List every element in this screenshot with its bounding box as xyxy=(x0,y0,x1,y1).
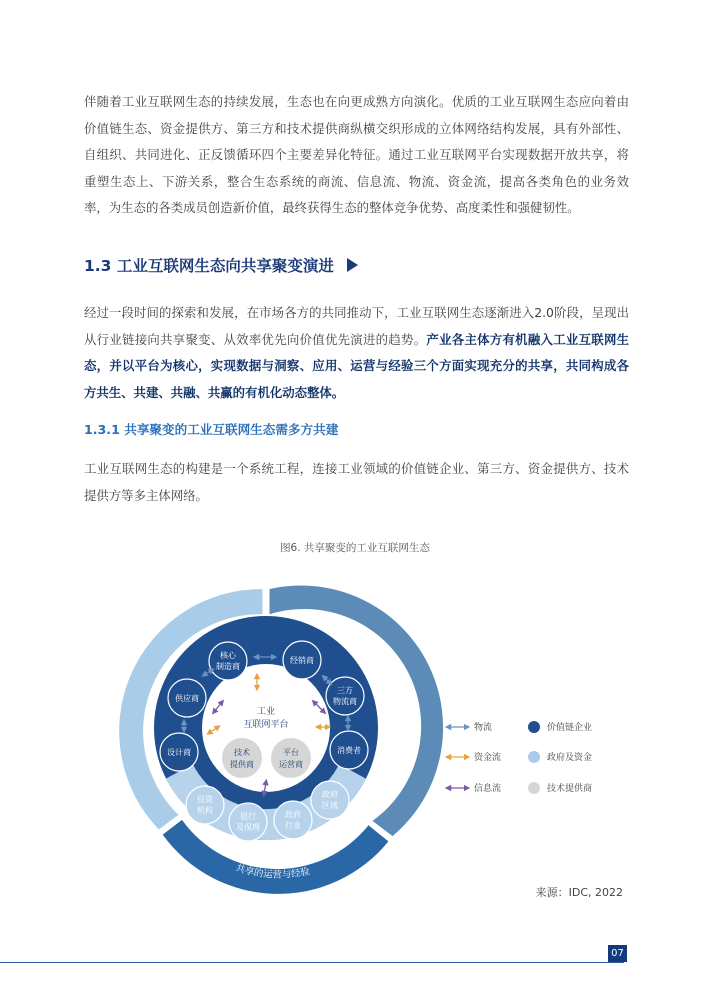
svg-text:提供商: 提供商 xyxy=(230,760,254,769)
svg-text:行业: 行业 xyxy=(285,821,301,830)
svg-text:物流商: 物流商 xyxy=(333,697,357,706)
svg-text:区域: 区域 xyxy=(322,801,338,810)
legend-value-chain-label: 价值链企业 xyxy=(547,723,593,733)
legend-tech-label: 技术提供商 xyxy=(547,784,593,794)
tech-provider-node xyxy=(222,738,262,778)
svg-text:机构: 机构 xyxy=(197,806,213,815)
svg-text:技术: 技术 xyxy=(234,748,250,757)
svg-text:平台: 平台 xyxy=(283,748,299,757)
construction-paragraph: 工业互联网生态的构建是一个系统工程，连接工业领域的价值链企业、第三方、资金提供方、技术提供方等多主体网络。 xyxy=(84,461,629,503)
value-chain-node-logistics xyxy=(326,677,364,715)
value-chain-node-supplier xyxy=(168,679,206,717)
intro-paragraph: 伴随着工业互联网生态的持续发展，生态也在向更成熟方向演化。优质的工业互联网生态应向着由价值链生态、资金提供方、第三方和技术提供商纵横交织形成的立体网络结构发展，具有外部性、自组织、共同进化、正反馈循环四个主要差异化特征。通过工业互联网平台实现数据开放共享，将重塑生态上、下游关系，整合生态系统的商流、信息流、物流、资金流，提高各类角色的业务效率，为生态的各类成员创造新价值，最终获得生态的整体竞争优势、高度柔性和强健韧性。 xyxy=(84,94,629,215)
svg-text:投资: 投资 xyxy=(197,795,213,804)
value-chain-node-core-manufacturer xyxy=(209,642,247,680)
outer-label-bottom: 共享的运营与经验 xyxy=(234,862,311,881)
finance-node-investment xyxy=(186,786,224,824)
platform-label-line2: 互联网平台 xyxy=(243,720,289,730)
legend-tech-dot-icon xyxy=(528,782,540,794)
svg-text:及保理: 及保理 xyxy=(236,823,260,832)
source-note: 来源：IDC, 2022 xyxy=(535,886,623,899)
finance-node-bank xyxy=(229,803,267,841)
legend-capital-label: 资金流 xyxy=(474,753,502,763)
finance-node-government-region xyxy=(311,781,349,819)
svg-text:政府: 政府 xyxy=(322,790,338,799)
finance-node-government-industry xyxy=(274,801,312,839)
svg-text:消费者: 消费者 xyxy=(337,746,361,755)
svg-text:三方: 三方 xyxy=(337,686,353,695)
evolution-paragraph-emphasis: 产业各主体方有机融入工业互联网生态，并以平台为核心，实现数据与洞察、应用、运营与经验三个方面实现充分的共享，共同构成各方共生、共建、共融、共赢的有机化动态整体。 xyxy=(84,331,630,400)
svg-text:核心: 核心 xyxy=(220,651,236,660)
value-chain-node-designer xyxy=(160,733,198,771)
legend-value-chain-dot-icon xyxy=(528,721,540,733)
platform-operator-node xyxy=(271,738,311,778)
value-chain-node-distributor xyxy=(283,641,321,679)
page-number: 07 xyxy=(608,945,627,962)
svg-text:政府: 政府 xyxy=(285,810,301,819)
legend-government-dot-icon xyxy=(528,751,540,763)
section-heading: 1.3 工业互联网生态向共享聚变演进 xyxy=(84,257,334,275)
legend-information-label: 信息流 xyxy=(474,784,502,794)
svg-text:供应商: 供应商 xyxy=(175,694,199,703)
svg-text:运营商: 运营商 xyxy=(279,760,303,769)
svg-text:银行: 银行 xyxy=(240,812,256,821)
platform-label-line1: 工业 xyxy=(256,707,276,717)
evolution-paragraph-text: 经过一段时间的探索和发展，在市场各方的共同推动下，工业互联网生态逐渐进入2.0阶段，呈现出从行业链接向共享聚变、从效率优先向价值优先演进的趋势。 xyxy=(84,305,629,347)
legend-logistics-label: 物流 xyxy=(474,723,493,733)
svg-text:制造商: 制造商 xyxy=(216,662,240,671)
outer-label-right: 共享的应用 xyxy=(348,634,391,677)
value-chain-node-consumer xyxy=(330,731,368,769)
legend xyxy=(448,721,592,794)
legend-government-label: 政府及资金 xyxy=(547,753,593,763)
footer-rule xyxy=(0,962,624,963)
figure-title: 图6. 共享聚变的工业互联网生态 xyxy=(280,542,430,554)
svg-text:设计商: 设计商 xyxy=(167,748,191,757)
subsection-heading: 1.3.1 共享聚变的工业互联网生态需多方共建 xyxy=(84,422,339,437)
svg-text:经销商: 经销商 xyxy=(290,656,314,665)
